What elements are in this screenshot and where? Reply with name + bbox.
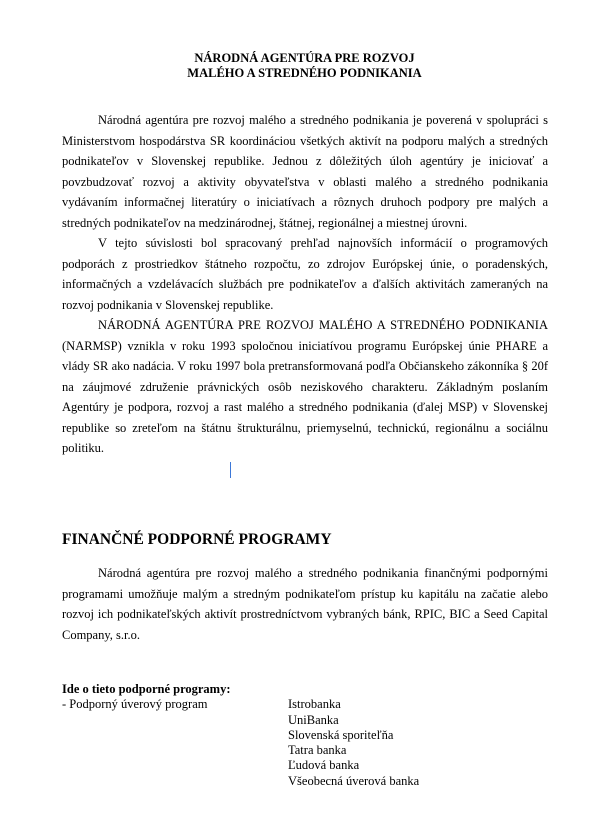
section-heading: FINANČNÉ PODPORNÉ PROGRAMY (62, 531, 332, 548)
intro-paragraph-3: NÁRODNÁ AGENTÚRA PRE ROZVOJ MALÉHO A STREDNÉHO PODNIKANIA (NARMSP) vznikla v roku 1993 spoločnou iniciatívou programu Európskej únie PHARE a vlády SR ako nadácia. V roku 1997 bola pretransformovaná podľa Občianskeho zákonníka § 20f na záujmové združenie právnických osôb neziskového charakteru. Základným poslaním Agentúry je podpora, rozvoj a rast malého a stredného podnikania (ďalej MSP) v Slovenskej republike so zreteľom na štátnu štrukturálnu, priemyselnú, technickú, regionálnu a sociálnu politiku. (62, 318, 548, 455)
finance-paragraph: Národná agentúra pre rozvoj malého a stredného podnikania finančnými podpornými programami umožňuje malým a stredným podnikateľom prístup ku kapitálu na začatie alebo rozvoj ich podnikateľských aktivít prostredníctvom vybraných bánk, RPIC, BIC a Seed Capital Company, s.r.o. (62, 566, 548, 642)
title-line-1: NÁRODNÁ AGENTÚRA PRE ROZVOJ (194, 51, 415, 65)
intro-paragraph-1: Národná agentúra pre rozvoj malého a stredného podnikania je poverená v spolupráci s Ministerstvom hospodárstva SR koordináciou všetkých aktivít na podporu malých a stredných podnikateľov v Slovenskej republike. Jednou z dôležitých úloh agentúry je iniciovať a povzbudzovať rozvoj a aktivity obyvateľstva v oblasti malého a stredného podnikania vydávaním informačnej literatúry o iniciatívach a rôznych druhoch podpory pre malých a stredných podnikateľov na medzinárodnej, štátnej, regionálnej a miestnej úrovni. (62, 113, 548, 230)
bank-item: UniBanka (288, 712, 339, 727)
text-cursor (230, 462, 231, 478)
bank-list (288, 697, 419, 789)
intro-section (62, 110, 548, 459)
programs-list (62, 682, 548, 788)
bank-item: Tatra banka (288, 743, 347, 758)
finance-section (62, 563, 548, 645)
programs-label: Ide o tieto podporné programy: (62, 682, 231, 696)
program-item: - Podporný úverový program (62, 697, 208, 712)
program-row (62, 697, 548, 788)
bank-item: Všeobecná úverová banka (288, 773, 420, 788)
title-line-2: MALÉHO A STREDNÉHO PODNIKANIA (187, 66, 422, 80)
bank-item: Ľudová banka (288, 758, 360, 773)
bank-item: Slovenská sporiteľňa (288, 727, 394, 742)
document-title (0, 51, 609, 81)
intro-paragraph-2: V tejto súvislosti bol spracovaný prehľad najnovších informácií o programových podporách z prostriedkov štátneho rozpočtu, zo zdrojov Európskej únie, o poradenských, informačných a vzdelávacích službách pre podnikateľov a ďalších aktivitách zameraných na rozvoj podnikania v Slovenskej republike. (62, 236, 548, 312)
bank-item: Istrobanka (288, 697, 341, 712)
